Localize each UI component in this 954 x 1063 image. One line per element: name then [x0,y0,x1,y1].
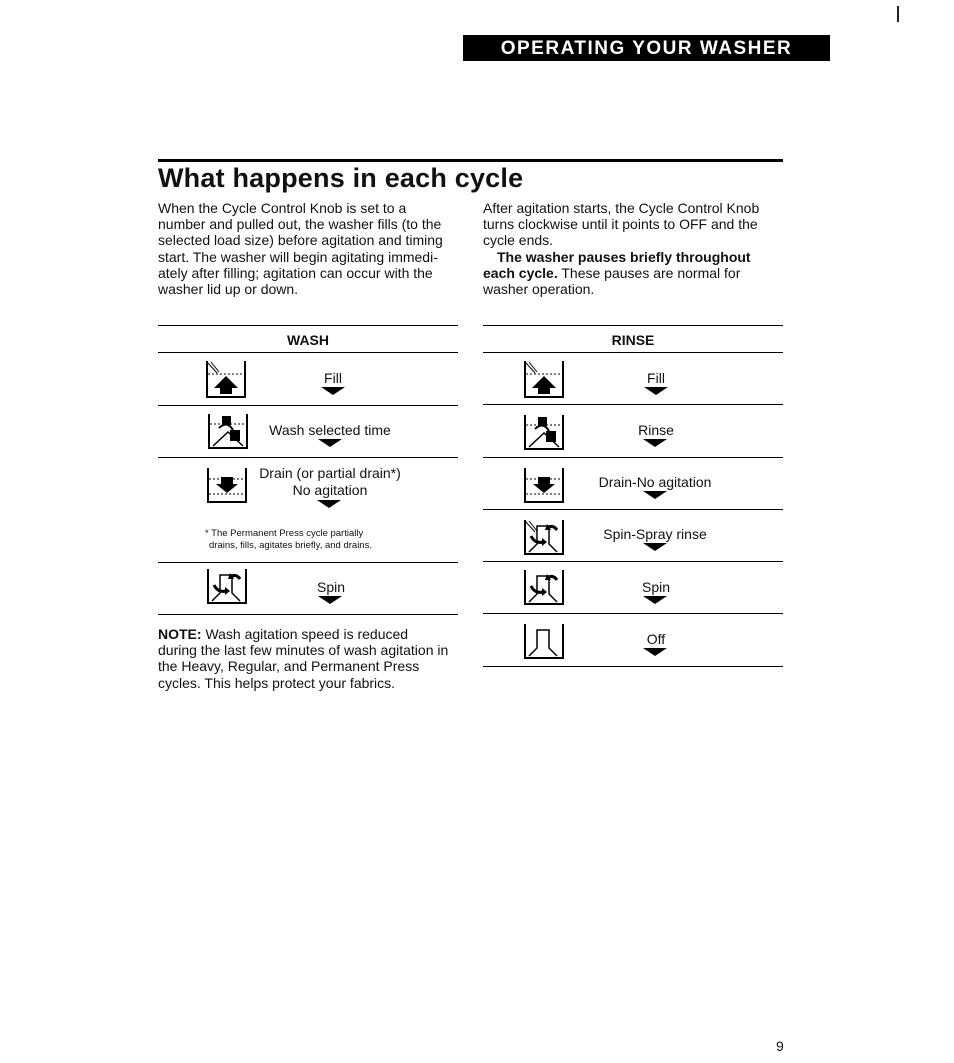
down-arrow-icon [321,387,345,395]
rinse-bottom-rule [483,666,783,667]
intro-left-line: selected load size) before agitation and timing [158,232,443,249]
pause-line-1 [483,249,783,265]
rinse-off-label: Off [646,631,666,647]
intro-right-line: cycle ends. [483,232,554,249]
pause-rest: These pauses are normal for [557,264,741,281]
intro-left-line: When the Cycle Control Knob is set to a [158,200,407,216]
intro-right [483,200,783,297]
intro-left-line: start. The washer will begin agitating immedi- [158,248,438,265]
down-arrow-icon [643,439,667,447]
wash-heading: WASH [287,332,329,348]
note-line: cycles. This helps protect your fabrics. [158,674,396,691]
drain-icon [523,466,567,504]
row-divider [483,613,783,614]
down-arrow-icon [643,648,667,656]
wash-bottom-rule [158,614,458,615]
down-arrow-icon [317,500,341,508]
wash-fill-label: Fill [324,370,342,386]
intro-left [158,200,458,297]
footnote-line: * The Permanent Press cycle partially [205,528,364,539]
row-divider [158,405,458,406]
pause-line-3: washer operation. [483,281,595,298]
drain-icon [206,466,250,504]
off-icon [523,622,567,660]
down-arrow-icon [644,387,668,395]
rinse-head-rule [483,352,783,353]
down-arrow-icon [643,596,667,604]
section-banner: OPERATING YOUR WASHER [463,35,830,61]
wash-time-label: Wash selected time [269,422,391,438]
wash-top-rule [158,325,458,326]
footnote-line: drains, fills, agitates briefly, and drains. [209,540,372,551]
row-divider [483,509,783,510]
rinse-drain-label: Drain-No agitation [598,474,712,490]
footnote [205,528,445,552]
intro-left-line: number and pulled out, the washer fills (to the [158,216,442,233]
rinse-heading: RINSE [611,332,655,348]
page-title: What happens in each cycle [158,163,524,193]
intro-left-line: washer lid up or down. [158,281,299,298]
page-number: 9 [776,1038,784,1054]
rinse-top-rule [483,325,783,326]
intro-right-line: turns clockwise until it points to OFF and the [483,216,758,233]
rinse-agitate-icon [523,413,567,451]
pause-bold-2: each cycle. [483,264,558,281]
spin-spray-icon [523,518,567,556]
title-rule [158,159,783,162]
rinse-fill-label: Fill [647,370,665,386]
down-arrow-icon [318,439,342,447]
rinse-label: Rinse [638,422,674,438]
fill-icon [523,359,567,399]
wash-drain-sub: No agitation [292,482,368,498]
note-line: the Heavy, Regular, and Permanent Press [158,658,420,675]
rinse-spin-label: Spin [641,579,671,595]
note-line-1 [158,626,463,642]
intro-right-line: After agitation starts, the Cycle Control Knob [483,200,760,216]
intro-left-line: ately after filling; agitation can occur with the [158,264,433,281]
row-divider [158,562,458,563]
spin-icon [206,567,250,605]
fill-icon [205,359,249,399]
down-arrow-icon [643,491,667,499]
page-edge-mark [897,6,899,22]
pause-bold-1: The washer pauses briefly throughout [497,248,751,265]
wash-head-rule [158,352,458,353]
wash-agitate-icon [207,412,251,450]
row-divider [483,404,783,405]
row-divider [483,561,783,562]
down-arrow-icon [643,543,667,551]
row-divider [158,457,458,458]
spin-icon [523,568,567,606]
wash-spin-label: Spin [316,579,346,595]
note-label: NOTE: [158,626,202,642]
wash-drain-label: Drain (or partial drain*) [259,465,401,481]
down-arrow-icon [318,596,342,604]
note-block [158,626,463,691]
rinse-spray-label: Spin-Spray rinse [603,526,707,542]
note-line: during the last few minutes of wash agitation in [158,642,449,659]
note-text: Wash agitation speed is reduced [201,626,409,642]
row-divider [483,457,783,458]
pause-line-2 [483,265,783,281]
